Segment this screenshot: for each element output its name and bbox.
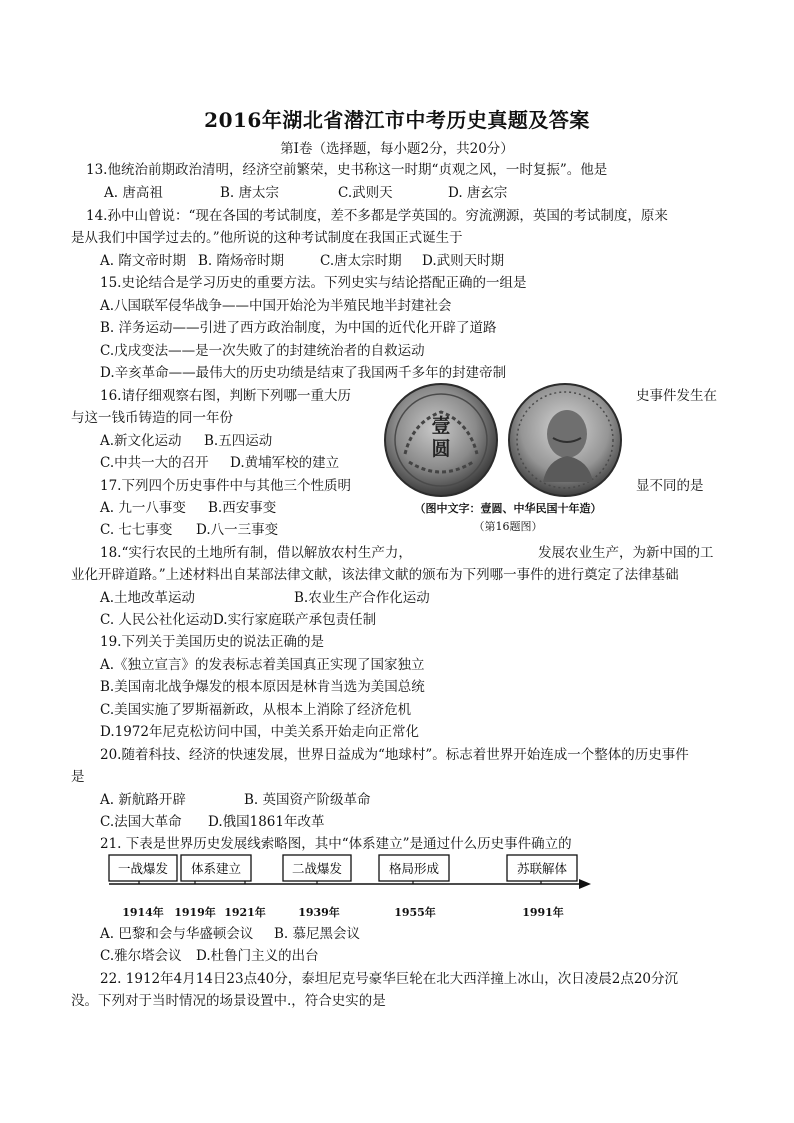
q17-options-cd — [100, 520, 278, 540]
timeline-box-system: 体系建立 — [190, 861, 242, 876]
q21-options-ab — [100, 924, 360, 944]
q20-option-a: A. 新航路开辟 — [100, 792, 186, 808]
q16-stem-left: 16.请仔细观察右图，判断下列哪一重大历 — [100, 388, 351, 404]
q21-options-cd — [100, 946, 319, 966]
q17-option-d: D.八一三事变 — [196, 522, 279, 538]
q13-options — [104, 183, 507, 203]
q20-option-c: C.法国大革命 — [100, 814, 182, 830]
q16-option-c: C.中共一大的召开 — [100, 455, 209, 471]
q18-option-b: B.农业生产合作化运动 — [294, 590, 430, 606]
history-timeline — [105, 852, 595, 924]
q20-option-d: D.俄国1861年改革 — [208, 814, 325, 830]
q18-stem-right: 发展农业生产，为新中国的工 — [538, 545, 714, 561]
q17-option-b: B.西安事变 — [208, 500, 277, 516]
q17-option-c: C. 七七事变 — [100, 522, 173, 538]
q17-stem-left: 17.下列四个历史事件中与其他三个性质明 — [100, 478, 351, 494]
q20-stem-line2: 是 — [71, 769, 85, 785]
q17-option-a: A. 九一八事变 — [100, 500, 186, 516]
q18-option-d: D.实行家庭联产承包责任制 — [212, 612, 377, 628]
page-title: 2016年湖北省潜江市中考历史真题及答案 — [204, 108, 590, 132]
coin-figure-number: （第16题图） — [473, 520, 543, 533]
q19-stem: 19.下列关于美国历史的说法正确的是 — [100, 634, 324, 650]
q20-stem-line1: 20.随着科技、经济的快速发展，世界日益成为“地球村”。标志着世界开始连成一个整体的历史事件 — [100, 747, 689, 763]
q17-stem-right: 显不同的是 — [636, 478, 704, 494]
q22-stem-line2: 没。下列对于当时情况的场景设置中.，符合史实的是 — [71, 993, 386, 1009]
q14-option-a: A. 隋文帝时期 — [100, 253, 186, 269]
coin-char-2: 圆 — [431, 438, 451, 460]
q17-options-ab — [100, 498, 276, 518]
q16-stem-right: 史事件发生在 — [636, 388, 717, 404]
q18-stem-line2: 业化开辟道路。”上述材料出自某部法律文献，该法律文献的颁布为下列哪一事件的进行奠定了法律基础 — [71, 567, 679, 583]
q13-option-d: D. 唐玄宗 — [448, 185, 508, 201]
coin-char-1: 壹 — [431, 415, 451, 437]
q14-stem-line1: 14.孙中山曾说：“现在各国的考试制度，差不多都是学英国的。穷流溯源，英国的考试制度，原来 — [86, 208, 668, 224]
q15-option-d: D.辛亥革命——最伟大的历史功绩是结束了我国两千多年的封建帝制 — [100, 365, 507, 381]
q13-option-c: C.武则天 — [338, 185, 393, 201]
q15-option-c: C.戊戌变法——是一次失败了的封建统治者的自救运动 — [100, 343, 425, 359]
timeline-year-1914: 1914年 — [122, 906, 164, 919]
q16-option-b: B.五四运动 — [204, 433, 273, 449]
timeline-box-ww2: 二战爆发 — [291, 861, 343, 876]
q20-options-ab — [100, 790, 371, 810]
q22-stem-line1: 22. 1912年4月14日23点40分，泰坦尼克号豪华巨轮在北大西洋撞上冰山，次日凌晨2点20分沉 — [100, 971, 679, 987]
q18-option-a: A.土地改革运动 — [100, 590, 196, 606]
q13-option-b: B. 唐太宗 — [220, 185, 280, 201]
q21-option-a: A. 巴黎和会与华盛顿会议 — [100, 926, 254, 942]
q19-option-c: C.美国实施了罗斯福新政，从根本上消除了经济危机 — [100, 702, 412, 718]
q19-option-d: D.1972年尼克松访问中国，中美关系开始走向正常化 — [100, 724, 419, 740]
q14-option-b: B. 隋炀帝时期 — [198, 253, 285, 269]
q18-stem-left: 18.“实行农民的土地所有制，借以解放农村生产力， — [100, 545, 412, 561]
q19-option-b: B.美国南北战争爆发的根本原因是林肯当选为美国总统 — [100, 679, 425, 695]
timeline-year-1919: 1919年 — [174, 906, 216, 919]
q21-option-d: D.杜鲁门主义的出台 — [196, 948, 319, 964]
q19-option-a: A.《独立宣言》的发表标志着美国真正实现了国家独立 — [100, 657, 425, 673]
q16-options-ab — [100, 431, 272, 451]
coin-obverse — [509, 384, 621, 496]
q16-option-a: A.新文化运动 — [100, 433, 182, 449]
q14-options — [100, 251, 504, 271]
q15-stem: 15.史论结合是学习历史的重要方法。下列史实与结论搭配正确的一组是 — [100, 275, 527, 291]
coin-caption: （图中文字：壹圆、中华民国十年造） — [414, 502, 602, 515]
q16-stem-line2: 与这一钱币铸造的同一年份 — [71, 410, 233, 426]
section-heading: 第Ⅰ卷（选择题，每小题2分，共20分） — [280, 141, 514, 157]
q20-option-b: B. 英国资产阶级革命 — [244, 792, 371, 808]
q16-options-cd — [100, 453, 339, 473]
timeline-box-pattern: 格局形成 — [388, 861, 440, 876]
q21-option-b: B. 慕尼黑会议 — [274, 926, 361, 942]
q18-options-cd — [100, 610, 376, 630]
q21-option-c: C.雅尔塔会议 — [100, 948, 182, 964]
timeline-year-1991: 1991年 — [522, 906, 564, 919]
q14-option-c: C.唐太宗时期 — [320, 253, 402, 269]
timeline-year-1955: 1955年 — [394, 906, 436, 919]
q20-options-cd — [100, 812, 325, 832]
timeline-year-1921: 1921年 — [224, 906, 266, 919]
q18-option-c: C. 人民公社化运动 — [100, 612, 213, 628]
q14-stem-line2: 是从我们中国学过去的。”他所说的这种考试制度在我国正式诞生于 — [71, 230, 463, 246]
q13-option-a: A. 唐高祖 — [104, 185, 163, 201]
timeline-year-1939: 1939年 — [298, 906, 340, 919]
q13-stem: 13.他统治前期政治清明，经济空前繁荣，史书称这一时期“贞观之风，一时复振”。他是 — [86, 162, 608, 178]
timeline-box-ussr: 苏联解体 — [516, 861, 568, 876]
q16-option-d: D.黄埔军校的建立 — [230, 455, 340, 471]
q21-stem: 21. 下表是世界历史发展线索略图，其中“体系建立”是通过什么历史事件确立的 — [100, 836, 572, 852]
q14-option-d: D.武则天时期 — [422, 253, 505, 269]
q15-option-b: B. 洋务运动——引进了西方政治制度，为中国的近代化开辟了道路 — [100, 320, 497, 336]
q15-option-a: A.八国联军侵华战争——中国开始沦为半殖民地半封建社会 — [100, 298, 452, 314]
q18-options-ab — [100, 588, 430, 608]
timeline-box-ww1: 一战爆发 — [117, 861, 169, 876]
